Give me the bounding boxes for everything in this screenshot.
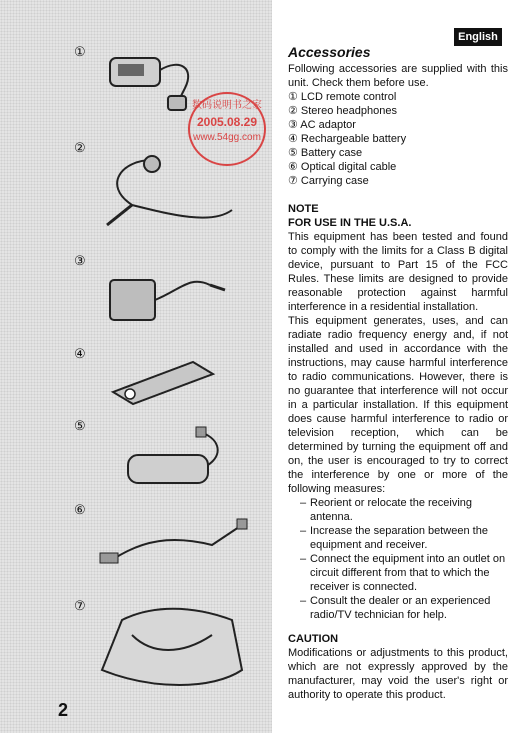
measure-3: – Connect the equipment into an outlet on circuit different from that to which the receiver is connected. (300, 552, 508, 594)
ac-adaptor-icon (100, 255, 240, 335)
note-heading: NOTE (288, 203, 319, 215)
page-number: 2 (58, 700, 69, 720)
note-para1: This equipment has been tested and found to comply with the limits for a Class B digital device, pursuant to Part 15 of the FCC Rules. These limits are designed to provide reasonable protection against harmful interference in a residential installation. (288, 231, 508, 313)
accessory-3: ③ AC adaptor (288, 119, 356, 131)
marker-4: ④ (74, 346, 86, 361)
caution-text: Modifications or adjustments to this product, which are not expressly approved by the manufacturer, may void the user's right or authority to operate this product. (288, 647, 508, 701)
marker-5: ⑤ (74, 418, 86, 433)
accessory-1: ① LCD remote control (288, 91, 397, 103)
measure-4: – Consult the dealer or an experienced radio/TV technician for help. (300, 594, 508, 622)
accessory-4: ④ Rechargeable battery (288, 133, 407, 145)
accessory-list (288, 90, 508, 188)
measures-list (288, 496, 508, 622)
caution-heading: CAUTION (288, 633, 339, 645)
accessory-5: ⑤ Battery case (288, 147, 363, 159)
text-column (288, 28, 508, 702)
optical-cable-icon (92, 505, 252, 585)
stamp-line1: 数码说明书之家 (192, 100, 262, 111)
marker-6: ⑥ (74, 502, 86, 517)
stamp-url: www.54gg.com (193, 132, 261, 143)
carrying-case-icon (92, 600, 252, 700)
marker-1: ① (74, 44, 86, 59)
note-para2: This equipment generates, uses, and can radiate radio frequency energy and, if not installed and used in accordance with the instructions, may cause harmful interference to radio communications. However, there is no guarantee that interference will not occur in a particular installation. If this equipment does cause harmful interference to radio or television reception, which can be determined by turning the equipment off and on, the user is encouraged to try to correct the interference by one or more of the following measures: (288, 315, 508, 495)
watermark-stamp (188, 92, 266, 166)
battery-icon (108, 352, 228, 412)
accessory-6: ⑥ Optical digital cable (288, 161, 397, 173)
accessory-7: ⑦ Carrying case (288, 175, 369, 187)
note-subheading: FOR USE IN THE U.S.A. (288, 217, 412, 229)
measure-1: – Reorient or relocate the receiving antenna. (300, 496, 508, 524)
stamp-date: 2005.08.29 (196, 115, 258, 129)
measure-2: – Increase the separation between the equipment and receiver. (300, 524, 508, 552)
intro: Following accessories are supplied with this unit. Check them before use. (288, 63, 508, 89)
marker-7: ⑦ (74, 598, 86, 613)
marker-3: ③ (74, 253, 86, 268)
title: Accessories (288, 44, 371, 60)
language-badge: English (454, 28, 502, 46)
battery-case-icon (108, 425, 248, 505)
accessory-2: ② Stereo headphones (288, 105, 397, 117)
marker-2: ② (74, 140, 86, 155)
